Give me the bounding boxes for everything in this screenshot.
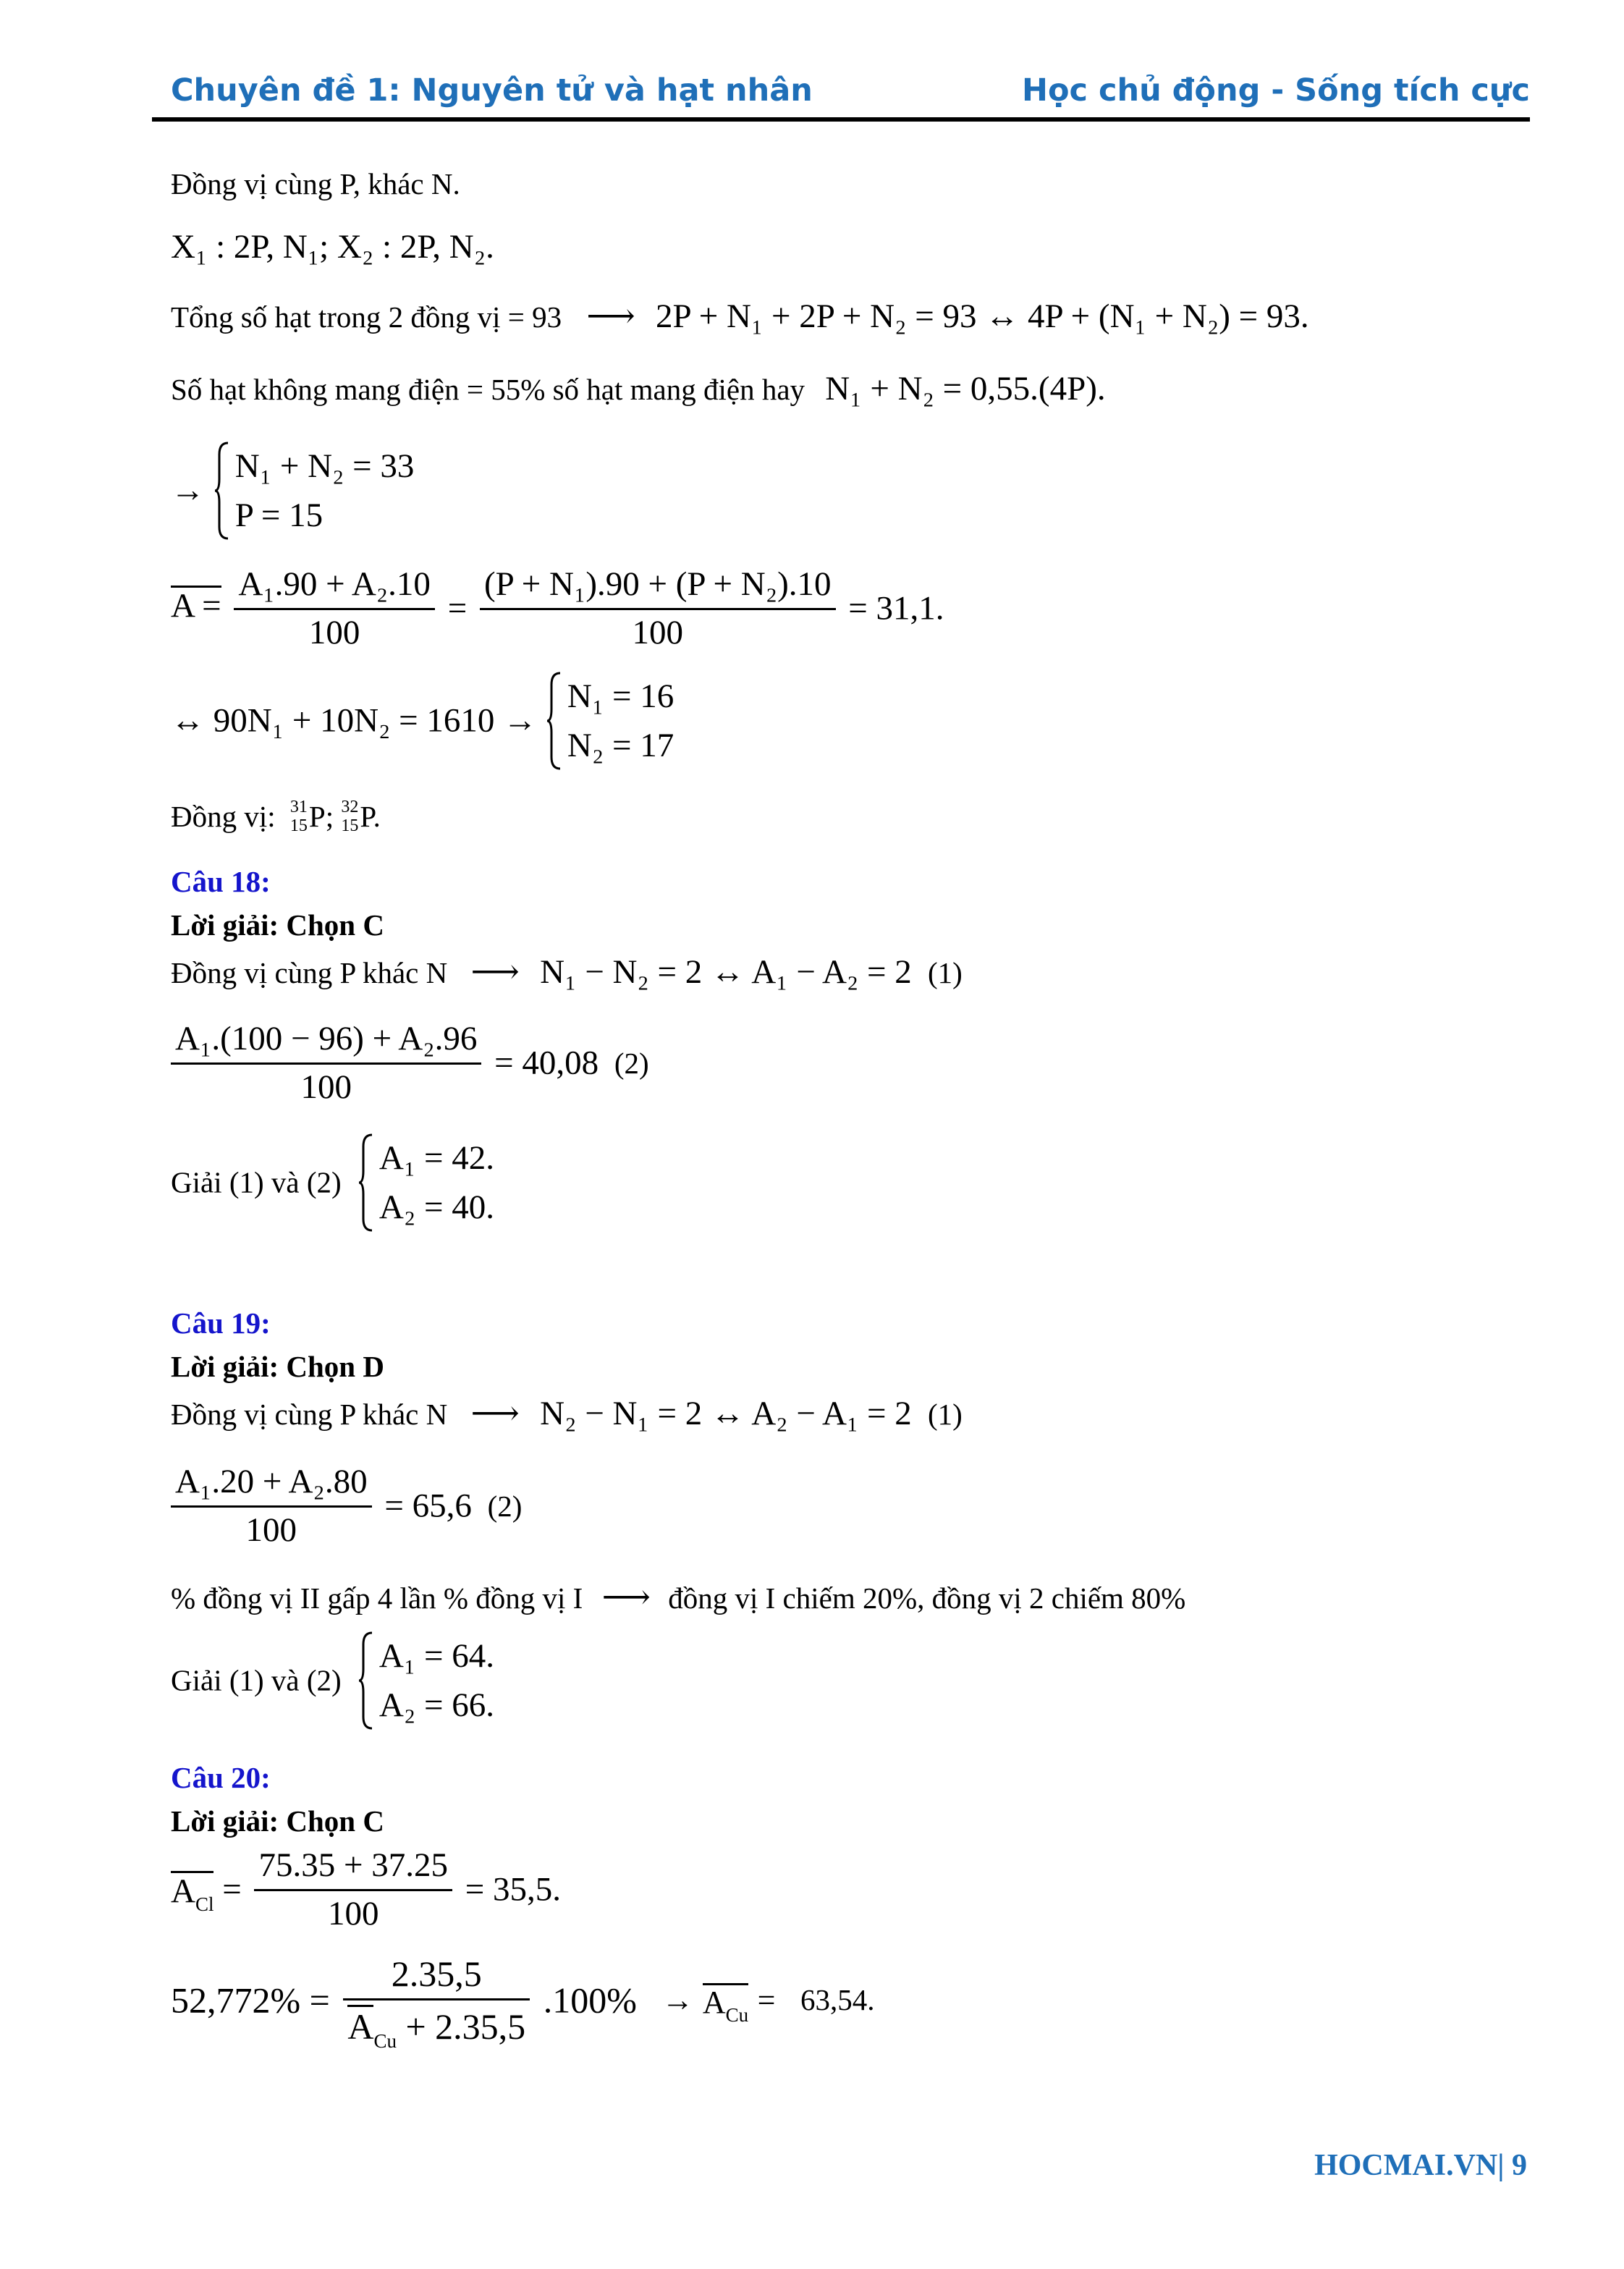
header-topic-title: Chuyên đề 1: Nguyên tử và hạt nhân [171,72,813,109]
acl-denominator: 100 [327,1894,379,1932]
system-2-eq-a: N₁ = 16 [567,677,674,715]
question-20-answer: Lời giải: Chọn C [171,1804,384,1838]
q19-percent-text-b: đồng vị I chiếm 20%, đồng vị 2 chiếm 80% [668,1581,1186,1615]
total-particles-text: Tổng số hạt trong 2 đồng vị = 93 [171,300,562,334]
question-19-solve [171,1631,494,1730]
cu-result-symbol: $A_{Cu}$ [702,1984,749,2026]
abar-f2-numerator: (P + N₁).90 + (P + N₂).10 [480,566,836,610]
q19-tag-1: (1) [928,1398,963,1431]
question-19-answer: Lời giải: Chọn D [171,1350,384,1383]
header-rule [152,117,1530,122]
question-18-line-1: Đồng vị cùng P khác N ⟶ N₁ − N₂ = 2 ↔ A₁ − A₂ = 2 (1) [171,953,963,991]
q19-equation-1: N₂ − N₁ = 2 ↔ A₂ − A₁ = 2 [540,1395,912,1432]
q18-solve-text: Giải (1) và (2) [171,1165,342,1199]
neutron-solution [171,672,674,770]
header-slogan: Học chủ động - Sống tích cực [1021,72,1530,109]
isotope-statement: Đồng vị cùng P, khác N. [171,167,460,200]
cu-result-value: 63,54. [800,1983,875,2017]
isotope-composition: X₁ : 2P, N₁; X₂ : 2P, N₂. [171,228,494,266]
q18-isotope-text: Đồng vị cùng P khác N [171,956,448,989]
abar-f2-denominator: 100 [632,613,683,651]
question-18-solve [171,1133,494,1232]
iso1-z: 15 [289,816,308,835]
abar-f1-numerator: A₁.90 + A₂.10 [234,566,435,610]
neutron-equation: ↔ 90N₁ + 10N₂ = 1610 → [171,701,538,740]
q18-denominator: 100 [300,1068,352,1106]
system-1: → N₁ + N₂ = 33 P = 15 [171,441,414,540]
question-18-fraction [171,1021,649,1106]
abar-lhs: A = [171,586,221,625]
footer-brand-page: HOCMAI.VN| 9 [1314,2149,1527,2182]
q19-percent-text-a: % đồng vị II gấp 4 lần % đồng vị I [171,1581,583,1615]
cu-numerator: 2.35,5 [343,1954,530,2000]
q19-solution-b: A₂ = 66. [378,1686,494,1725]
q19-numerator: A₁.20 + A₂.80 [171,1463,372,1508]
question-18-answer: Lời giải: Chọn C [171,908,384,942]
system-1-eq-b: P = 15 [234,497,323,535]
q19-solution-a: A₁ = 64. [378,1637,494,1675]
total-particles-equation: 2P + N₁ + 2P + N₂ = 93 ↔ 4P + (N₁ + N₂) = 93. [656,297,1309,335]
abar-f1-denominator: 100 [308,613,360,651]
q19-result: = 65,6 [384,1487,472,1525]
acl-result: = 35,5. [465,1870,562,1909]
abar-result: = 31,1. [848,589,944,628]
iso2-symbol: P. [360,800,381,834]
question-19-title: Câu 19: [171,1306,271,1340]
iso2-mass: 32 [341,798,359,817]
q18-tag-2: (2) [614,1046,649,1080]
system-1-eq-a: N₁ + N₂ = 33 [234,447,415,485]
q19-tag-2: (2) [487,1489,523,1523]
question-20-title: Câu 20: [171,1761,271,1794]
acl-numerator: 75.35 + 37.25 [254,1847,452,1891]
left-brace-icon [358,1631,373,1730]
average-mass-equation: A = $\frac{\text{A₁.90 + A₂.10}}{100}$ = $\frac{\text{(P + N₁).90 + (P + N₂).10}}{100}$ = 31,1. [171,565,944,651]
q18-solution-a: A₁ = 42. [378,1139,494,1177]
q19-denominator: 100 [245,1510,297,1549]
q18-tag-1: (1) [928,956,963,989]
question-20-acl-equation: $A_{Cl}$ = $\frac{75.35 + 37.25}{100}$ = 35,5. [171,1846,562,1932]
neutral-particles-equation: N₁ + N₂ = 0,55.(4P). [825,370,1106,407]
iso1-mass: 31 [289,798,308,817]
q18-numerator: A₁.(100 − 96) + A₂.96 [171,1021,481,1065]
cu-denominator: $A_{Cu} + 2.35,5$ [347,2006,526,2052]
question-20-cu-equation: 52,772% = $\frac{2.35,5}{A_{Cu} + 2.35,5}$ $.100\% \to A_{Cu} = 63,54$. [171,1953,875,2052]
q19-solve-text: Giải (1) và (2) [171,1663,342,1697]
isotope-label: Đồng vị: [171,800,276,834]
q19-isotope-text: Đồng vị cùng P khác N [171,1398,448,1431]
left-brace-icon [358,1133,373,1232]
question-19-line-1: Đồng vị cùng P khác N ⟶ N₂ − N₁ = 2 ↔ A₂ − A₁ = 2 (1) [171,1395,963,1432]
question-18-title: Câu 18: [171,865,271,898]
neutral-particles-line [171,371,1106,408]
acl-subscript: Cl [195,1893,214,1916]
acl-symbol: $A_{Cl}$ [171,1872,214,1916]
q18-equation-1: N₁ − N₂ = 2 ↔ A₁ − A₂ = 2 [540,953,912,991]
neutral-particles-text: Số hạt không mang điện = 55% số hạt mang điện hay [171,373,805,406]
cu-multiplier: .100% [543,1979,637,2021]
left-brace-icon [546,672,562,770]
total-particles-line: Tổng số hạt trong 2 đồng vị = 93 ⟶ 2P + N₁ + 2P + N₂ = 93 ↔ 4P + (N₁ + N₂) = 93. [171,297,1309,335]
left-brace-icon [213,441,229,540]
q18-solution-b: A₂ = 40. [378,1188,494,1227]
q18-result: = 40,08 [494,1044,599,1082]
system-2-eq-b: N₂ = 17 [567,727,674,765]
isotope-symbols-line [171,798,381,835]
question-19-percent-line: % đồng vị II gấp 4 lần % đồng vị I ⟶ đồng vị I chiếm 20%, đồng vị 2 chiếm 80% [171,1579,1186,1616]
iso1-symbol: P; [308,800,334,834]
question-19-fraction [171,1463,522,1549]
iso2-z: 15 [341,816,359,835]
cu-percent-lhs: 52,772% = [171,1979,330,2021]
